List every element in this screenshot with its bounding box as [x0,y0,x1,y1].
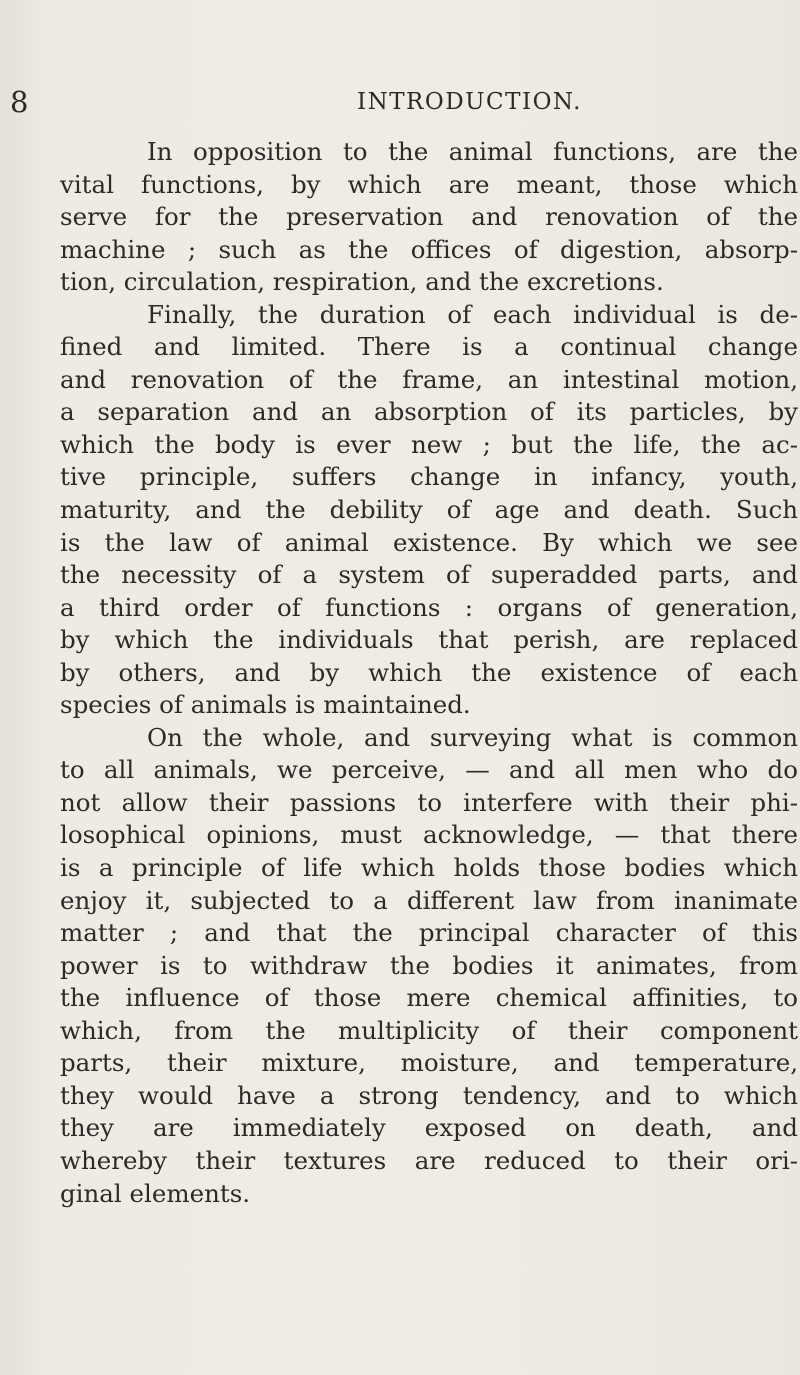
text-line: Finally, the duration of each individual is de- [147,299,798,329]
text-line: tive principle, suffers change in infancy, youth, [60,462,798,492]
text-line: parts, their mixture, moisture, and temperature, [60,1048,798,1078]
text-line: matter ; and that the principal character of this [60,918,798,948]
text-line: is a principle of life which holds those bodies which [60,853,798,883]
page-header [0,82,800,122]
text-line: maturity, and the debility of age and death. Such [60,495,798,525]
text-line: the necessity of a system of superadded parts, and [60,560,798,590]
text-line: which the body is ever new ; but the life, the ac- [60,429,798,459]
text-line: and renovation of the frame, an intestinal motion, [60,364,798,394]
text-line: In opposition to the animal functions, are the [147,137,798,166]
text-line: enjoy it, subjected to a different law from inanimate [60,885,798,915]
text-line: tion, circulation, respiration, and the excretions. [60,267,664,297]
text-line: to all animals, we perceive, — and all men who do [60,755,798,785]
text-line: vital functions, by which are meant, those which [60,169,798,199]
text-line: they are immediately exposed on death, and [60,1113,798,1143]
text-line: power is to withdraw the bodies it animates, from [60,950,798,980]
running-head: INTRODUCTION. [357,89,582,115]
text-line: fined and limited. There is a continual change [60,332,798,362]
text-line: losophical opinions, must acknowledge, — that there [60,820,798,850]
text-line: ginal elements. [60,1178,251,1208]
text-line: they would have a strong tendency, and to which [60,1080,798,1110]
text-line: whereby their textures are reduced to their ori- [60,1145,798,1175]
text-line: a third order of functions : organs of generation, [60,592,798,622]
body-text [60,136,798,1210]
text-line: serve for the preservation and renovation of the [60,202,798,232]
text-line: the influence of those mere chemical affinities, to [60,983,798,1013]
text-line: which, from the multiplicity of their component [60,1015,798,1045]
page-number: 8 [10,85,29,119]
text-line: by which the individuals that perish, are replaced [60,625,798,655]
text-line: not allow their passions to interfere with their phi- [60,787,798,817]
text-line: species of animals is maintained. [60,690,471,720]
text-line: a separation and an absorption of its particles, by [60,397,798,427]
text-line: machine ; such as the offices of digestion, absorp- [60,234,798,264]
text-line: On the whole, and surveying what is common [147,722,798,752]
text-line: by others, and by which the existence of each [60,657,798,687]
text-line: is the law of animal existence. By which we see [60,527,798,557]
